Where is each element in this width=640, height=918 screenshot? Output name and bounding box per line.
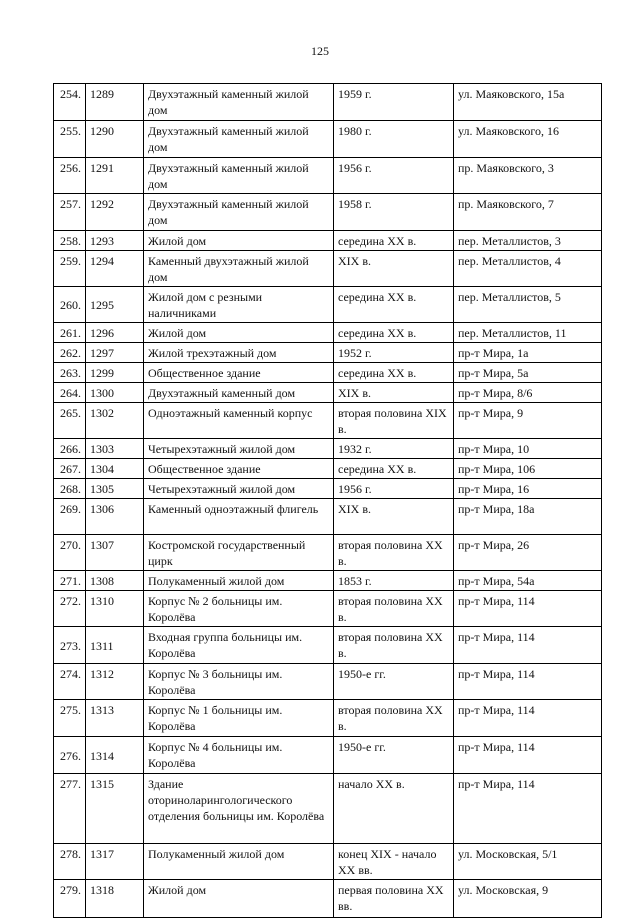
table-row [54,323,602,343]
row-number: 264. [54,383,86,403]
object-date: 1980 г. [334,121,454,158]
object-address: пр-т Мира, 1а [454,343,602,363]
object-id: 1296 [86,323,144,343]
object-id: 1314 [86,737,144,774]
object-date: вторая половина XX в. [334,591,454,627]
row-number: 271. [54,571,86,591]
row-number: 269. [54,499,86,535]
table-row [54,459,602,479]
table-row [54,880,602,918]
table-row [54,84,602,121]
row-number: 278. [54,844,86,880]
object-address: пр-т Мира, 114 [454,700,602,737]
object-date: середина XX в. [334,459,454,479]
object-date: XIX в. [334,383,454,403]
object-address: пр. Маяковского, 7 [454,194,602,231]
object-address: пер. Металлистов, 5 [454,287,602,323]
table-row [54,231,602,251]
heritage-registry-table [53,83,602,918]
object-address: пр-т Мира, 114 [454,774,602,844]
row-number: 279. [54,880,86,918]
object-date: 1952 г. [334,343,454,363]
object-date: вторая половина XX в. [334,535,454,571]
object-date: XIX в. [334,499,454,535]
object-id: 1293 [86,231,144,251]
object-id: 1292 [86,194,144,231]
row-number: 272. [54,591,86,627]
object-address: пр-т Мира, 114 [454,664,602,700]
table-row [54,571,602,591]
object-date: вторая половина XX в. [334,627,454,664]
row-number: 261. [54,323,86,343]
object-date: середина XX в. [334,231,454,251]
object-name: Корпус № 2 больницы им. Королёва [144,591,334,627]
object-address: пр-т Мира, 18а [454,499,602,535]
table-row [54,251,602,287]
row-number: 257. [54,194,86,231]
object-address: пр-т Мира, 5а [454,363,602,383]
table-row [54,479,602,499]
object-name: Костромской государственный цирк [144,535,334,571]
object-date: 1853 г. [334,571,454,591]
object-id: 1302 [86,403,144,439]
row-number: 258. [54,231,86,251]
object-name: Четырехэтажный жилой дом [144,479,334,499]
object-name: Полукаменный жилой дом [144,844,334,880]
object-date: середина XX в. [334,323,454,343]
object-id: 1311 [86,627,144,664]
table-row [54,591,602,627]
object-id: 1307 [86,535,144,571]
object-id: 1297 [86,343,144,363]
object-date: 1956 г. [334,158,454,194]
table-row [54,774,602,844]
object-name: Общественное здание [144,459,334,479]
object-date: 1958 г. [334,194,454,231]
row-number: 260. [54,287,86,323]
object-id: 1299 [86,363,144,383]
object-date: 1950-е гг. [334,737,454,774]
row-number: 270. [54,535,86,571]
object-id: 1305 [86,479,144,499]
object-date: 1950-е гг. [334,664,454,700]
object-date: вторая половина XIX в. [334,403,454,439]
object-address: пр-т Мира, 10 [454,439,602,459]
object-name: Корпус № 3 больницы им. Королёва [144,664,334,700]
page-number: 125 [311,44,329,58]
object-address: ул. Маяковского, 15а [454,84,602,121]
object-date: 1956 г. [334,479,454,499]
row-number: 259. [54,251,86,287]
object-id: 1294 [86,251,144,287]
object-name: Входная группа больницы им. Королёва [144,627,334,664]
row-number: 274. [54,664,86,700]
object-id: 1303 [86,439,144,459]
object-address: пр-т Мира, 114 [454,737,602,774]
row-number: 275. [54,700,86,737]
object-address: пр-т Мира, 54а [454,571,602,591]
object-date: конец XIX - начало XX вв. [334,844,454,880]
row-number: 268. [54,479,86,499]
object-name: Четырехэтажный жилой дом [144,439,334,459]
object-id: 1308 [86,571,144,591]
object-address: пр-т Мира, 114 [454,591,602,627]
object-name: Здание оториноларингологического отделения больницы им. Королёва [144,774,334,844]
object-name: Каменный одноэтажный флигель [144,499,334,535]
row-number: 256. [54,158,86,194]
object-address: пер. Металлистов, 3 [454,231,602,251]
object-name: Двухэтажный каменный жилой дом [144,158,334,194]
object-name: Полукаменный жилой дом [144,571,334,591]
object-name: Каменный двухэтажный жилой дом [144,251,334,287]
object-date: вторая половина XX в. [334,700,454,737]
object-date: XIX в. [334,251,454,287]
object-address: пр-т Мира, 26 [454,535,602,571]
row-number: 266. [54,439,86,459]
object-address: пр-т Мира, 106 [454,459,602,479]
object-name: Двухэтажный каменный жилой дом [144,121,334,158]
object-address: пер. Металлистов, 11 [454,323,602,343]
object-id: 1312 [86,664,144,700]
row-number: 267. [54,459,86,479]
object-id: 1317 [86,844,144,880]
table-row [54,363,602,383]
table-row [54,403,602,439]
object-address: ул. Московская, 5/1 [454,844,602,880]
table-row [54,664,602,700]
table-row [54,700,602,737]
object-address: пр-т Мира, 8/6 [454,383,602,403]
object-name: Жилой трехэтажный дом [144,343,334,363]
object-id: 1291 [86,158,144,194]
object-address: пр-т Мира, 9 [454,403,602,439]
object-name: Жилой дом [144,323,334,343]
object-id: 1313 [86,700,144,737]
table-row [54,439,602,459]
object-name: Одноэтажный каменный корпус [144,403,334,439]
row-number: 263. [54,363,86,383]
row-number: 277. [54,774,86,844]
object-name: Корпус № 1 больницы им. Королёва [144,700,334,737]
object-name: Жилой дом [144,880,334,918]
object-name: Двухэтажный каменный жилой дом [144,84,334,121]
object-date: первая половина XX вв. [334,880,454,918]
table-row [54,121,602,158]
object-name: Двухэтажный каменный дом [144,383,334,403]
table-row [54,287,602,323]
table-row [54,383,602,403]
table-row [54,844,602,880]
object-id: 1306 [86,499,144,535]
table-row [54,535,602,571]
object-id: 1295 [86,287,144,323]
object-name: Корпус № 4 больницы им. Королёва [144,737,334,774]
row-number: 255. [54,121,86,158]
object-date: начало XX в. [334,774,454,844]
object-name: Двухэтажный каменный жилой дом [144,194,334,231]
object-address: ул. Московская, 9 [454,880,602,918]
object-id: 1318 [86,880,144,918]
row-number: 262. [54,343,86,363]
object-address: пер. Металлистов, 4 [454,251,602,287]
object-id: 1315 [86,774,144,844]
object-address: пр. Маяковского, 3 [454,158,602,194]
object-address: пр-т Мира, 114 [454,627,602,664]
table-row [54,343,602,363]
object-id: 1310 [86,591,144,627]
object-name: Жилой дом [144,231,334,251]
object-id: 1300 [86,383,144,403]
object-date: середина XX в. [334,287,454,323]
object-date: середина XX в. [334,363,454,383]
table-row [54,737,602,774]
row-number: 254. [54,84,86,121]
object-id: 1289 [86,84,144,121]
row-number: 276. [54,737,86,774]
object-date: 1932 г. [334,439,454,459]
object-address: ул. Маяковского, 16 [454,121,602,158]
object-address: пр-т Мира, 16 [454,479,602,499]
object-name: Общественное здание [144,363,334,383]
table-row [54,627,602,664]
row-number: 265. [54,403,86,439]
object-id: 1290 [86,121,144,158]
object-name: Жилой дом с резными наличниками [144,287,334,323]
object-date: 1959 г. [334,84,454,121]
row-number: 273. [54,627,86,664]
table-row [54,194,602,231]
table-row [54,499,602,535]
object-id: 1304 [86,459,144,479]
table-row [54,158,602,194]
